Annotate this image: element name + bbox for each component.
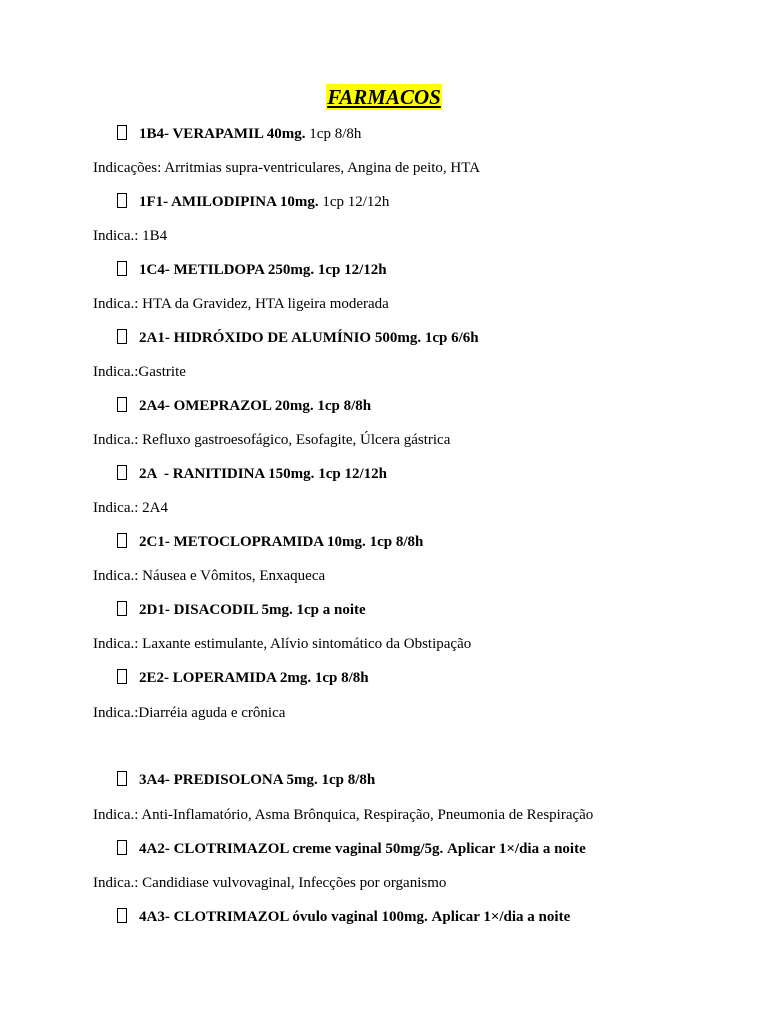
drug-dose: 1cp 8/8h bbox=[369, 534, 424, 550]
drug-name: 2A1- HIDRÓXIDO DE ALUMÍNIO 500mg. bbox=[139, 330, 422, 346]
indication-line bbox=[93, 430, 450, 450]
drug-name: 1F1- AMILODIPINA 10mg. bbox=[139, 194, 319, 210]
drug-name: 2D1- DISACODIL 5mg. bbox=[139, 602, 293, 618]
indication-line bbox=[93, 362, 186, 382]
indication-label: Indica.: bbox=[93, 568, 139, 584]
indication-label: Indica.: bbox=[93, 875, 139, 891]
indication-text: Refluxo gastroesofágico, Esofagite, Úlcera gástrica bbox=[142, 432, 451, 448]
drug-name: 1B4- VERAPAMIL 40mg. bbox=[139, 126, 306, 142]
drug-name: 2E2- LOPERAMIDA 2mg. bbox=[139, 670, 312, 686]
indication-text: Gastrite bbox=[138, 364, 186, 380]
indication-line bbox=[93, 873, 446, 893]
indication-text: Arritmias supra-ventriculares, Angina de peito, HTA bbox=[164, 160, 481, 176]
bullet-box-icon bbox=[117, 601, 127, 616]
drug-name: 2C1- METOCLOPRAMIDA 10mg. bbox=[139, 534, 366, 550]
indication-line bbox=[93, 226, 167, 246]
indication-text: Candidiase vulvovaginal, Infecções por organismo bbox=[142, 875, 447, 891]
bullet-box-icon bbox=[117, 329, 127, 344]
indication-text: Laxante estimulante, Alívio sintomático da Obstipação bbox=[142, 636, 472, 652]
indication-text: 1B4 bbox=[142, 228, 168, 244]
indication-text: Náusea e Vômitos, Enxaqueca bbox=[142, 568, 326, 584]
drug-name: 1C4- METILDOPA 250mg. bbox=[139, 262, 315, 278]
bullet-box-icon bbox=[117, 193, 127, 208]
indication-text: Diarréia aguda e crônica bbox=[138, 705, 286, 721]
drug-dose: 1cp 8/8h bbox=[314, 670, 369, 686]
drug-line bbox=[116, 839, 586, 859]
drug-name: 4A3- CLOTRIMAZOL óvulo vaginal 100mg. bbox=[139, 909, 428, 925]
drug-dose: 1cp 8/8h bbox=[321, 772, 376, 788]
indication-line bbox=[93, 498, 168, 518]
drug-dose: Aplicar 1×/dia a noite bbox=[431, 909, 571, 925]
drug-line bbox=[116, 770, 375, 790]
bullet-box-icon bbox=[117, 125, 127, 140]
bullet-box-icon bbox=[117, 669, 127, 684]
indication-line bbox=[93, 805, 593, 825]
indication-line bbox=[93, 566, 325, 586]
drug-dose: Aplicar 1×/dia a noite bbox=[447, 841, 586, 857]
indication-label: Indicações: bbox=[93, 160, 162, 176]
drug-line bbox=[116, 124, 361, 144]
indication-label: Indica.: bbox=[93, 636, 139, 652]
indication-line bbox=[93, 294, 389, 314]
drug-dose: 1cp 8/8h bbox=[317, 398, 372, 414]
indication-text: 2A4 bbox=[142, 500, 168, 516]
bullet-box-icon bbox=[117, 465, 127, 480]
drug-name: 2A4- OMEPRAZOL 20mg. bbox=[139, 398, 314, 414]
drug-line bbox=[116, 192, 389, 212]
drug-dose: 1cp 8/8h bbox=[309, 126, 362, 142]
drug-line bbox=[116, 396, 371, 416]
drug-line bbox=[116, 532, 423, 552]
indication-label: Indica.: bbox=[93, 705, 139, 721]
drug-name: 4A2- CLOTRIMAZOL creme vaginal 50mg/5g. bbox=[139, 841, 444, 857]
drug-line bbox=[116, 600, 366, 620]
indication-text: HTA da Gravidez, HTA ligeira moderada bbox=[142, 296, 389, 312]
indication-label: Indica.: bbox=[93, 228, 139, 244]
indication-label: Indica.: bbox=[93, 364, 139, 380]
indication-line bbox=[93, 158, 480, 178]
bullet-box-icon bbox=[117, 261, 127, 276]
bullet-box-icon bbox=[117, 908, 127, 923]
drug-dose: 1cp 12/12h bbox=[317, 262, 387, 278]
indication-text: Anti-Inflamatório, Asma Brônquica, Respiração, Pneumonia de Respiração bbox=[141, 807, 594, 823]
indication-label: Indica.: bbox=[93, 432, 139, 448]
indication-line bbox=[93, 703, 285, 723]
bullet-box-icon bbox=[117, 771, 127, 786]
drug-line bbox=[116, 668, 369, 688]
indication-label: Indica.: bbox=[93, 500, 139, 516]
drug-dose: 1cp 12/12h bbox=[318, 466, 387, 482]
bullet-box-icon bbox=[117, 397, 127, 412]
drug-dose: 1cp 6/6h bbox=[424, 330, 479, 346]
drug-dose: 1cp 12/12h bbox=[322, 194, 390, 210]
drug-line bbox=[116, 328, 479, 348]
drug-dose: 1cp a noite bbox=[296, 602, 366, 618]
title-container bbox=[0, 84, 768, 110]
indication-line bbox=[93, 634, 471, 654]
drug-line bbox=[116, 260, 387, 280]
bullet-box-icon bbox=[117, 533, 127, 548]
document-title: FARMACOS bbox=[327, 85, 441, 109]
drug-name: 2A - RANITIDINA 150mg. bbox=[139, 466, 315, 482]
drug-line bbox=[116, 907, 570, 927]
indication-label: Indica.: bbox=[93, 807, 139, 823]
indication-label: Indica.: bbox=[93, 296, 139, 312]
drug-name: 3A4- PREDISOLONA 5mg. bbox=[139, 772, 318, 788]
drug-line bbox=[116, 464, 387, 484]
bullet-box-icon bbox=[117, 840, 127, 855]
